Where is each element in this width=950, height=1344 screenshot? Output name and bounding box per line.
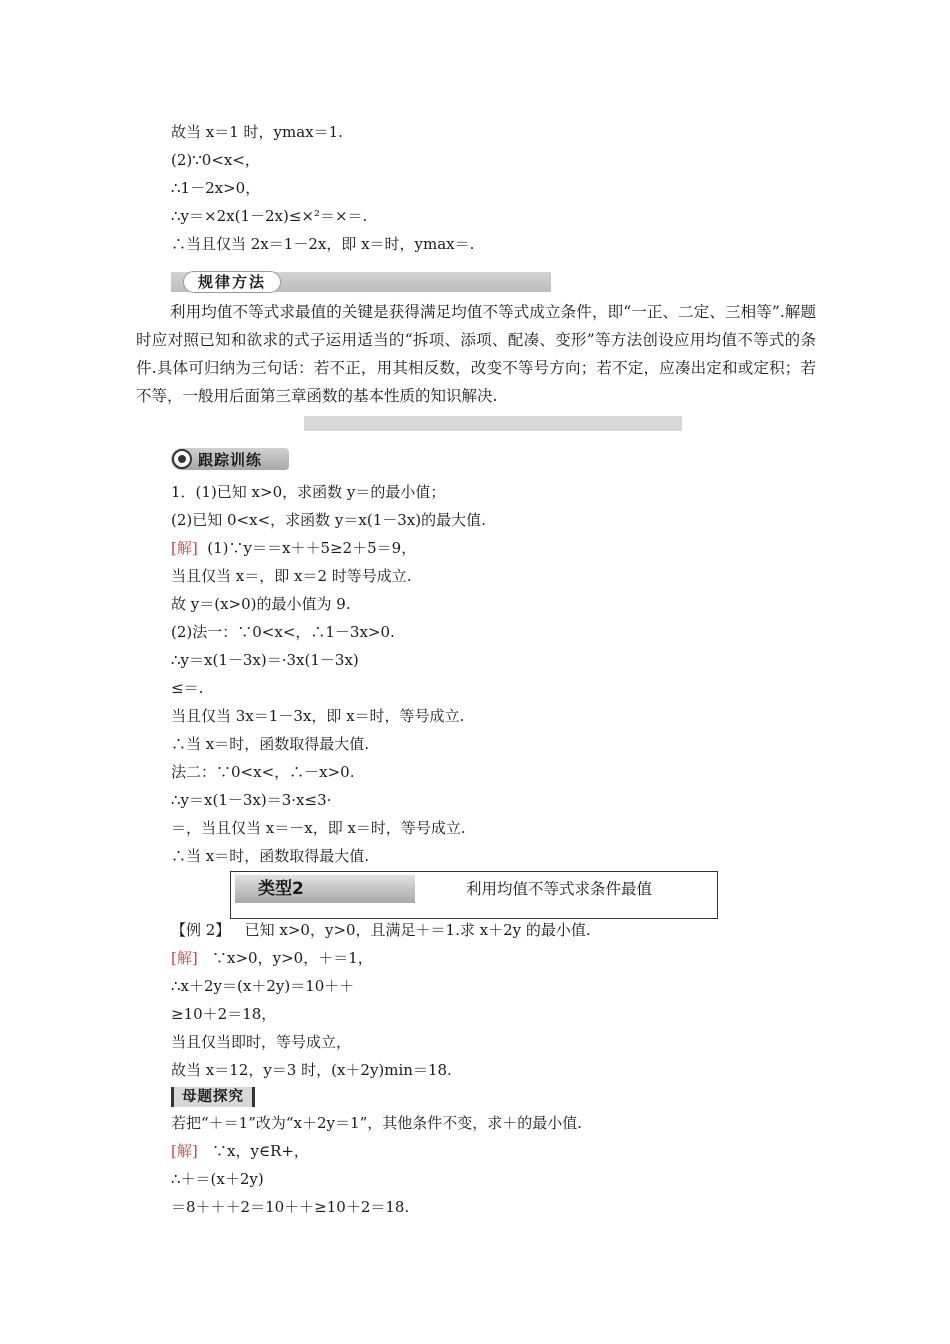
solution-line: 当且仅当 x＝，即 x＝2 时等号成立. bbox=[171, 567, 412, 585]
solution-text: ∵x，y∈R+， bbox=[212, 1142, 309, 1160]
training-tag: 跟踪训练 bbox=[198, 451, 263, 469]
solution-tag: [解] bbox=[171, 1142, 198, 1160]
solution-line: ＝8＋＋＋2＝10＋＋≥10＋2＝18. bbox=[171, 1198, 410, 1216]
target-icon bbox=[172, 449, 192, 469]
text-line: 故当 x＝1 时，ymax＝1. bbox=[171, 123, 343, 141]
solution-text: (1)∵y＝＝x＋＋5≥2＋5＝9， bbox=[207, 539, 417, 557]
text-line: ∴当且仅当 2x＝1－2x，即 x＝时，ymax＝. bbox=[171, 235, 475, 253]
solution-tag: [解] bbox=[171, 539, 198, 557]
solution-line: 故当 x＝12，y＝3 时，(x＋2y)min＝18. bbox=[171, 1061, 452, 1079]
solution-line: ＝，当且仅当 x＝－x，即 x＝时，等号成立. bbox=[171, 819, 466, 837]
solution-text: ∵x>0，y>0，＋＝1， bbox=[212, 949, 373, 967]
solution-line bbox=[171, 1141, 309, 1161]
solution-line: ∴y＝x(1－3x)＝3·x≤3· bbox=[171, 791, 332, 809]
solution-line: 法二：∵0<x<，∴－x>0. bbox=[171, 763, 355, 781]
example-line bbox=[171, 920, 591, 940]
solution-line: 当且仅当即时，等号成立， bbox=[171, 1033, 352, 1051]
question-line: 1．(1)已知 x>0，求函数 y＝的最小值； bbox=[171, 483, 446, 501]
solution-line: (2)法一：∵0<x<，∴1－3x>0. bbox=[171, 623, 395, 641]
section-divider bbox=[304, 416, 682, 431]
example-label: 【例 2】 bbox=[171, 921, 231, 939]
solution-line bbox=[171, 538, 416, 558]
solution-line: ∴当 x＝时，函数取得最大值. bbox=[171, 847, 369, 865]
solution-line: ≤＝. bbox=[171, 679, 204, 697]
type2-title: 利用均值不等式求条件最值 bbox=[466, 880, 653, 898]
solution-line: 故 y＝(x>0)的最小值为 9. bbox=[171, 595, 351, 613]
method-paragraph: 利用均值不等式求最值的关键是获得满足均值不等式成立条件，即“一正、二定、三相等”.解题时应对照已知和欲求的式子运用适当的“拆项、添项、配凑、变形”等方法创设应用均值不等式的条件.具体可归纳为三句话：若不正，用其相反数，改变不等号方向；若不定，应凑出定和或定积；若不等，一般用后面第三章函数的基本性质的知识解决. bbox=[136, 303, 816, 405]
explore-question: 若把“＋＝1”改为“x＋2y＝1”，其他条件不变，求＋的最小值. bbox=[171, 1114, 583, 1132]
example-question: 已知 x>0，y>0，且满足＋＝1.求 x＋2y 的最小值. bbox=[244, 921, 591, 939]
solution-tag: [解] bbox=[171, 949, 198, 967]
type2-tag: 类型2 bbox=[258, 879, 304, 899]
solution-line: ∴＋＝(x＋2y) bbox=[171, 1170, 264, 1188]
text-line: ∴1－2x>0， bbox=[171, 179, 261, 197]
text-line: (2)∵0<x<， bbox=[171, 151, 260, 169]
question-line: (2)已知 0<x<，求函数 y＝x(1－3x)的最大值. bbox=[171, 511, 486, 529]
solution-line: ∴y＝x(1－3x)＝·3x(1－3x) bbox=[171, 651, 359, 669]
explore-tag: 母题探究 bbox=[171, 1087, 255, 1107]
solution-line: ∴x＋2y＝(x＋2y)＝10＋＋ bbox=[171, 977, 355, 995]
method-tag: 规律方法 bbox=[183, 271, 281, 293]
text-line: ∴y＝×2x(1－2x)≤×²＝×＝. bbox=[171, 207, 368, 225]
solution-line bbox=[171, 948, 373, 968]
solution-line: ≥10＋2＝18， bbox=[171, 1005, 277, 1023]
solution-line: 当且仅当 3x＝1－3x，即 x＝时，等号成立. bbox=[171, 707, 465, 725]
solution-line: ∴当 x＝时，函数取得最大值. bbox=[171, 735, 369, 753]
